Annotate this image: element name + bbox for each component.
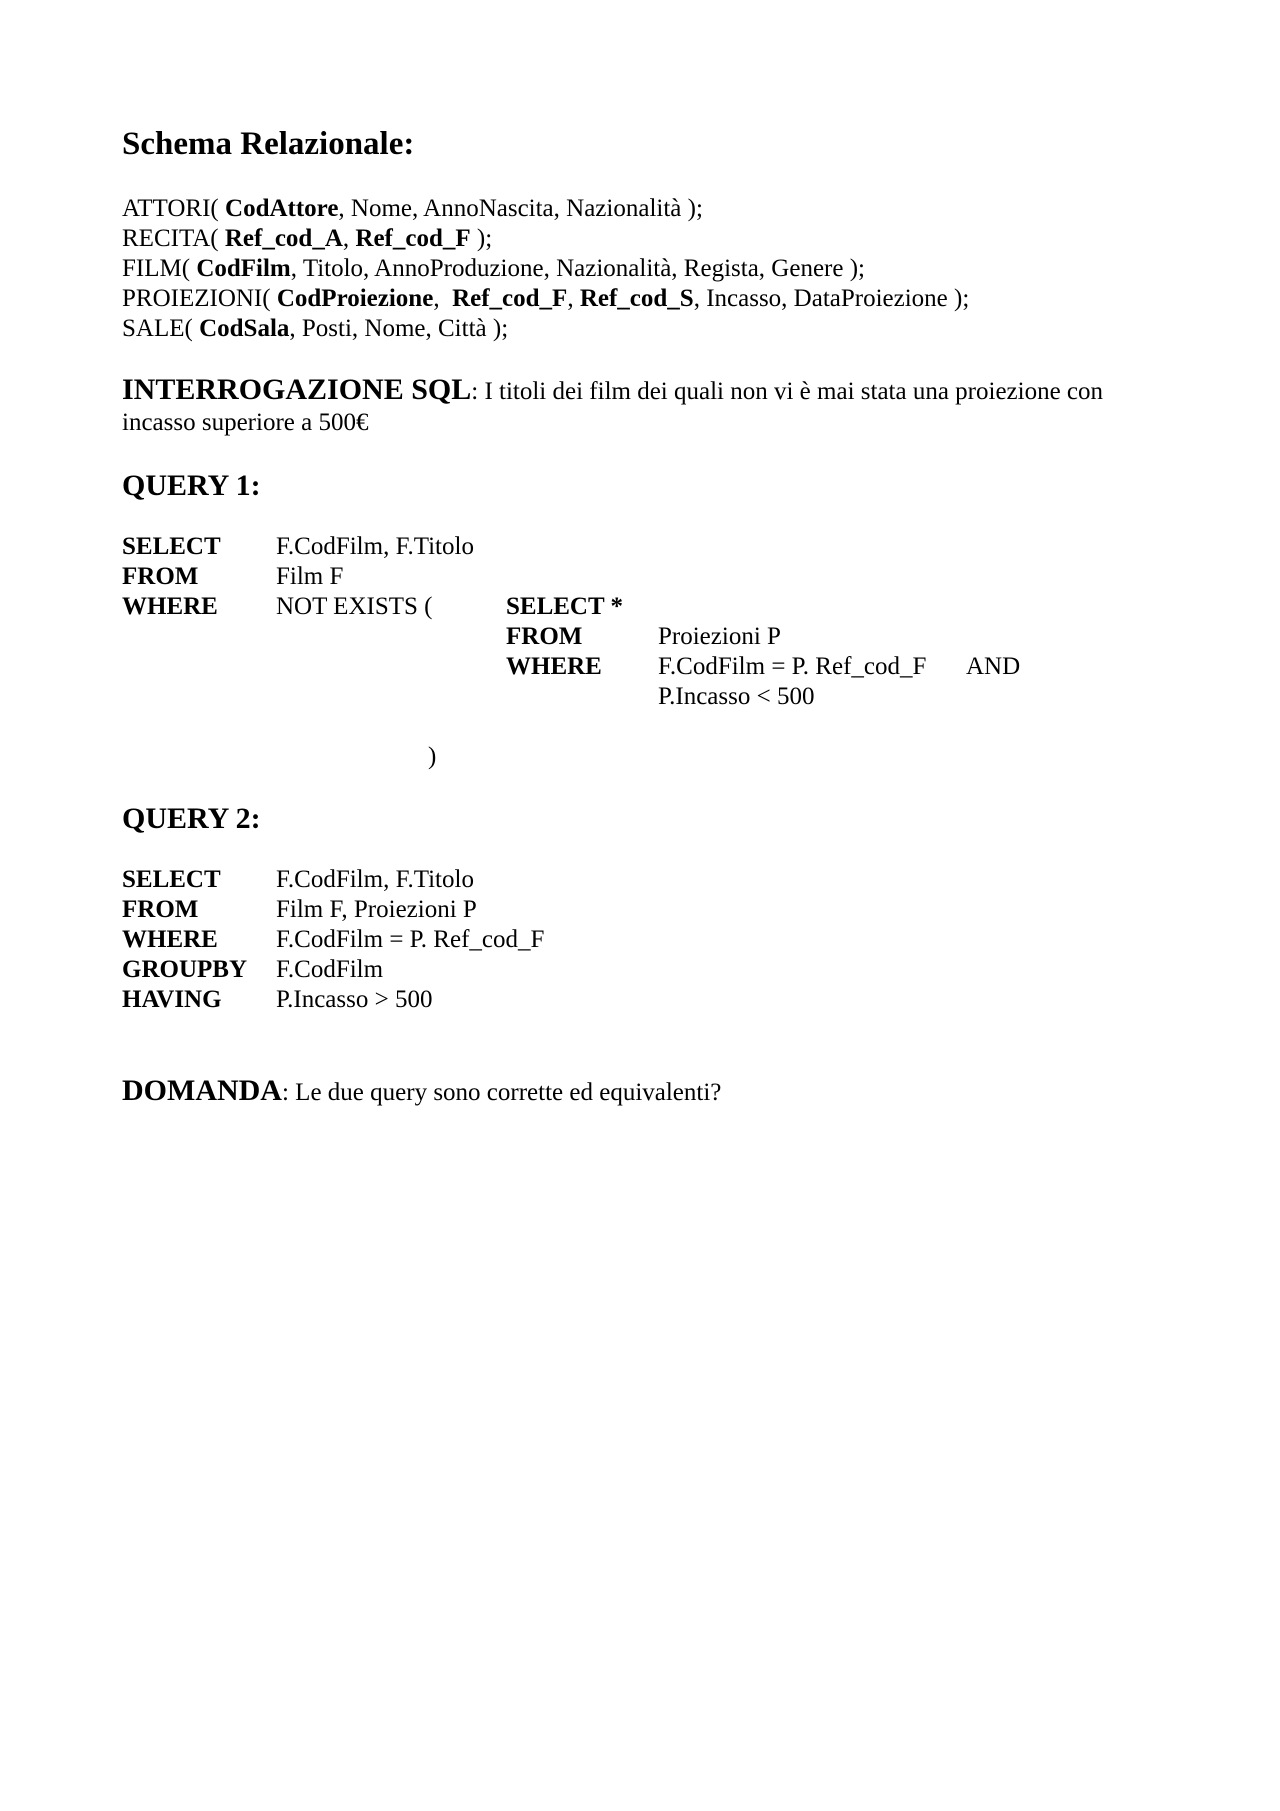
query2-select-value: F.CodFilm, F.Titolo bbox=[276, 866, 474, 893]
query1-subquery-where-keyword: WHERE bbox=[506, 653, 602, 680]
interrogazione-line2: incasso superiore a 500€ bbox=[122, 409, 369, 436]
query2-having-value: P.Incasso > 500 bbox=[276, 986, 433, 1013]
query1-from-value: Film F bbox=[276, 563, 344, 590]
query2-having-keyword: HAVING bbox=[122, 986, 222, 1013]
query1-subquery-where-value: F.CodFilm = P. Ref_cod_F bbox=[658, 653, 927, 680]
query1-subquery-where-value2: P.Incasso < 500 bbox=[658, 683, 815, 710]
schema-attributes: , bbox=[567, 285, 580, 312]
schema-key-attribute: Ref_cod_F bbox=[452, 285, 568, 312]
schema-key-attribute: CodAttore bbox=[225, 195, 339, 222]
domanda-text: : Le due query sono corrette ed equivalenti? bbox=[281, 1079, 722, 1106]
schema-row bbox=[122, 226, 492, 251]
page-title: Schema Relazionale: bbox=[122, 126, 415, 162]
schema-key-attribute: Ref_cod_S bbox=[579, 285, 694, 312]
interrogazione-text: : I titoli dei film dei quali non vi è mai stata una proiezione con bbox=[471, 378, 1104, 405]
schema-key-attribute: CodSala bbox=[199, 315, 290, 342]
schema-row bbox=[122, 196, 703, 221]
schema-key-attribute: Ref_cod_F bbox=[355, 225, 471, 252]
query1-subquery-from-value: Proiezioni P bbox=[658, 623, 781, 650]
query2-select-keyword: SELECT bbox=[122, 866, 221, 893]
interrogazione-line1 bbox=[122, 375, 1103, 405]
schema-attributes: , Incasso, DataProiezione ); bbox=[693, 285, 970, 312]
domanda-label: DOMANDA bbox=[122, 1074, 282, 1107]
query2-where-keyword: WHERE bbox=[122, 926, 218, 953]
query1-select-keyword: SELECT bbox=[122, 533, 221, 560]
schema-attributes: , Nome, AnnoNascita, Nazionalità ); bbox=[338, 195, 703, 222]
schema-table-name: PROIEZIONI( bbox=[122, 285, 277, 312]
schema-row bbox=[122, 256, 865, 281]
query2-from-keyword: FROM bbox=[122, 896, 199, 923]
schema-attributes: , bbox=[433, 285, 453, 312]
query1-subquery-and: AND bbox=[966, 653, 1021, 680]
query1-title: QUERY 1: bbox=[122, 469, 261, 502]
domanda-line bbox=[122, 1076, 721, 1106]
query1-from-keyword: FROM bbox=[122, 563, 199, 590]
schema-table-name: RECITA( bbox=[122, 225, 225, 252]
schema-table-name: ATTORI( bbox=[122, 195, 226, 222]
schema-key-attribute: Ref_cod_A bbox=[224, 225, 343, 252]
schema-attributes: ); bbox=[470, 225, 493, 252]
query2-from-value: Film F, Proiezioni P bbox=[276, 896, 477, 923]
query1-subquery-from-keyword: FROM bbox=[506, 623, 583, 650]
query1-where-keyword: WHERE bbox=[122, 593, 218, 620]
query2-groupby-value: F.CodFilm bbox=[276, 956, 384, 983]
schema-row bbox=[122, 286, 969, 311]
schema-table-name: FILM( bbox=[122, 255, 197, 282]
query1-close-paren: ) bbox=[428, 743, 437, 770]
schema-attributes: , Posti, Nome, Città ); bbox=[289, 315, 509, 342]
interrogazione-label: INTERROGAZIONE SQL bbox=[122, 373, 472, 406]
query1-where-value: NOT EXISTS ( bbox=[276, 593, 433, 620]
schema-key-attribute: CodProiezione bbox=[276, 285, 434, 312]
schema-key-attribute: CodFilm bbox=[196, 255, 291, 282]
schema-attributes: , Titolo, AnnoProduzione, Nazionalità, Regista, Genere ); bbox=[290, 255, 865, 282]
query1-select-value: F.CodFilm, F.Titolo bbox=[276, 533, 474, 560]
query2-groupby-keyword: GROUPBY bbox=[122, 956, 247, 983]
schema-row bbox=[122, 316, 508, 341]
query2-where-value: F.CodFilm = P. Ref_cod_F bbox=[276, 926, 545, 953]
schema-attributes: , bbox=[342, 225, 356, 252]
query2-title: QUERY 2: bbox=[122, 802, 261, 835]
schema-table-name: SALE( bbox=[122, 315, 200, 342]
query1-subquery-select-keyword: SELECT * bbox=[506, 593, 623, 620]
